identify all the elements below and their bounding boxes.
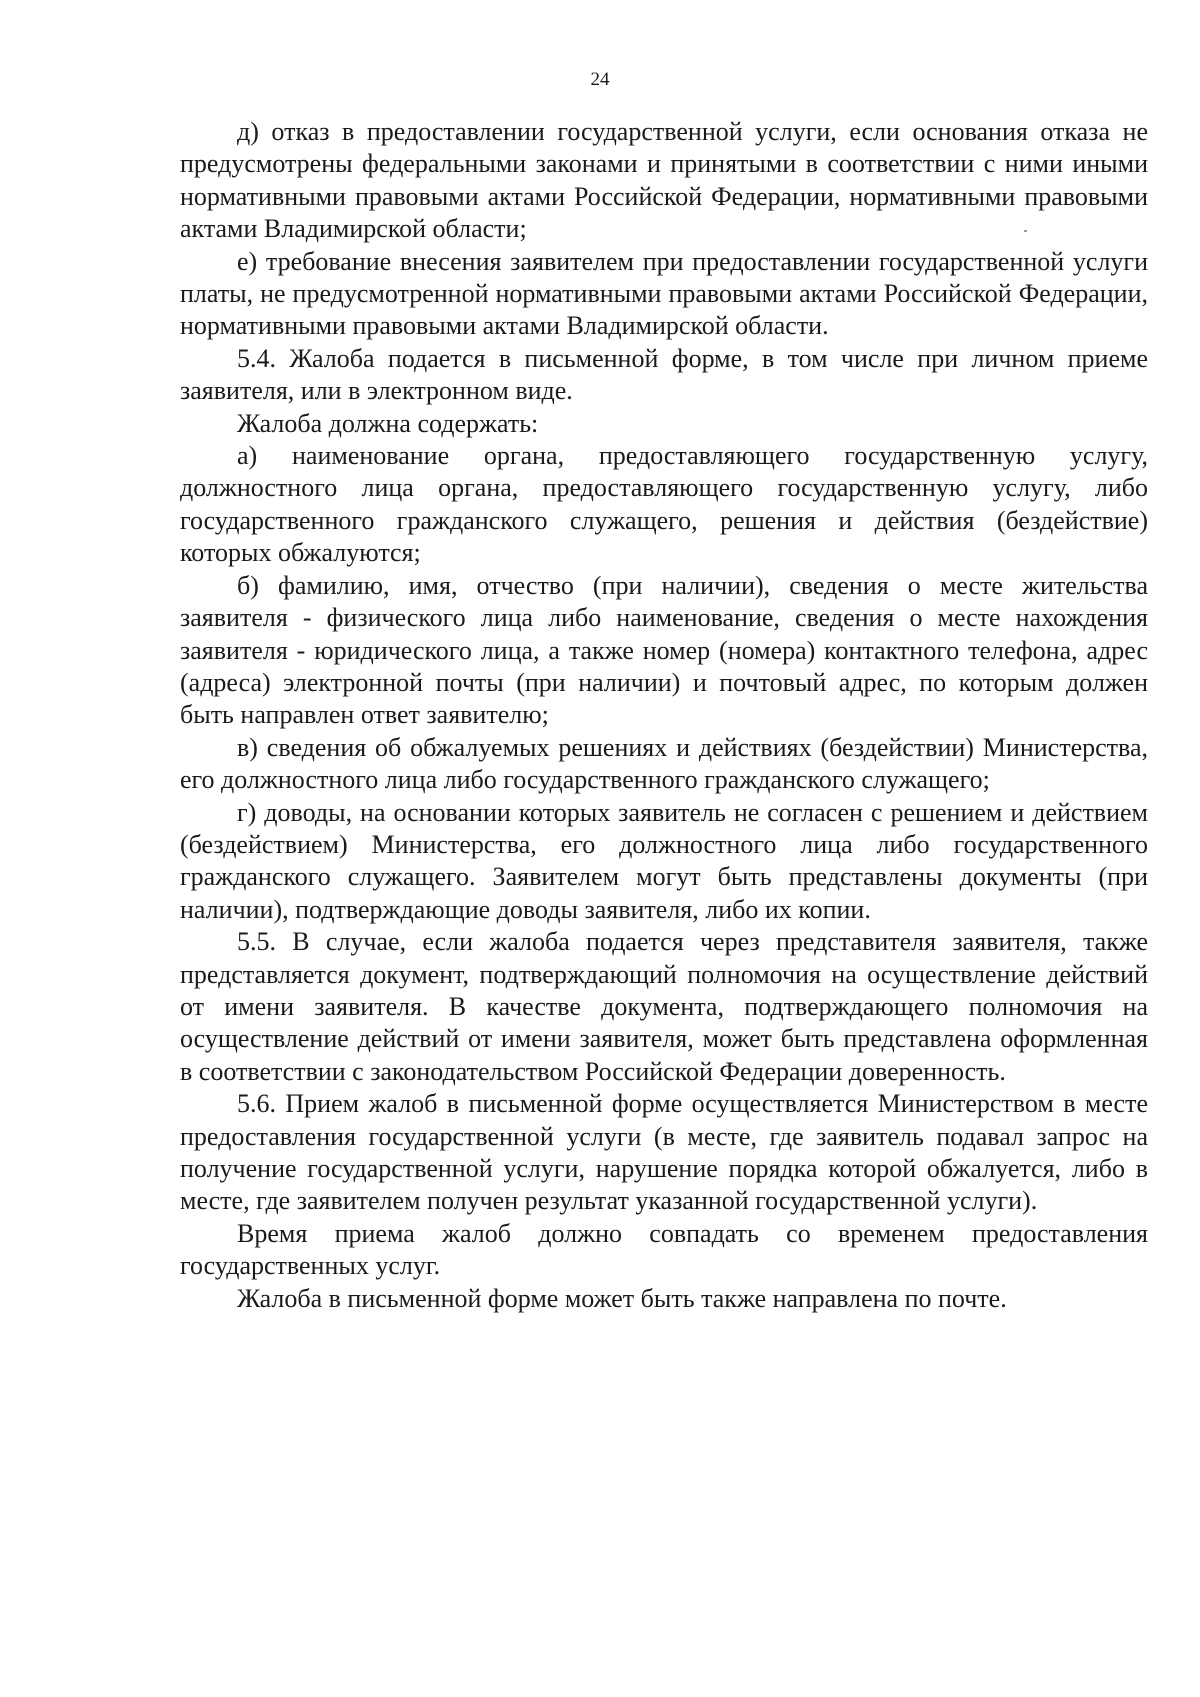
paragraph-a-authority: а) наименование органа, предоставляющего государственную услугу, должностного лица органа, предоставляющего государственную услугу, либо государственного гражданского служащего, решения и действия (бездействие) которых обжалуются; xyxy=(180,441,1148,568)
page-number: 24 xyxy=(590,69,610,90)
paragraph-reception-time: Время приема жалоб должно совпадать со временем предоставления государственных услуг. xyxy=(180,1218,1148,1281)
document-body xyxy=(180,116,1148,1315)
paragraph-e-payment: е) требование внесения заявителем при предоставлении государственной услуги платы, не предусмотренной нормативными правовыми актами Российской Федерации, нормативными правовыми актами Владимирской области. xyxy=(180,246,1148,341)
paragraph-d-refusal: д) отказ в предоставлении государственной услуги, если основания отказа не предусмотрены федеральными законами и принятыми в соответствии с ними иными нормативными правовыми актами Российской Федерации, нормативными правовыми актами Владимирской области; xyxy=(180,117,1148,244)
paragraph-5-4: 5.4. Жалоба подается в письменной форме, в том числе при личном приеме заявителя, или в электронном виде. xyxy=(180,343,1148,406)
paragraph-by-mail: Жалоба в письменной форме может быть также направлена по почте. xyxy=(237,1283,1007,1313)
paragraph-5-5: 5.5. В случае, если жалоба подается через представителя заявителя, также представляется документ, подтверждающий полномочия на осуществление действий от имени заявителя. В качестве документа, подтверждающего полномочия на осуществление действий от имени заявителя, может быть представлена оформленная в соответствии с законодательством Российской Федерации доверенность. xyxy=(180,927,1148,1086)
paragraph-complaint-contents: Жалоба должна содержать: xyxy=(237,408,539,438)
paragraph-5-6: 5.6. Прием жалоб в письменной форме осуществляется Министерством в месте предоставления государственной услуги (в месте, где заявитель подавал запрос на получение государственной услуги, нарушение порядка которой обжалуется, либо в месте, где заявителем получен результат указанной государственной услуги). xyxy=(180,1089,1148,1216)
paragraph-b-applicant: б) фамилию, имя, отчество (при наличии), сведения о месте жительства заявителя - физического лица либо наименование, сведения о месте нахождения заявителя - юридического лица, а также номер (номера) контактного телефона, адрес (адреса) электронной почты (при наличии) и почтовый адрес, по которым должен быть направлен ответ заявителю; xyxy=(180,570,1148,730)
paragraph-g-arguments: г) доводы, на основании которых заявитель не согласен с решением и действием (бездействием) Министерства, его должностного лица либо государственного гражданского служащего. Заявителем могут быть представлены документы (при наличии), подтверждающие доводы заявителя, либо их копии. xyxy=(180,797,1148,924)
paragraph-v-decisions: в) сведения об обжалуемых решениях и действиях (бездействии) Министерства, его должностного лица либо государственного гражданского служащего; xyxy=(180,732,1148,795)
